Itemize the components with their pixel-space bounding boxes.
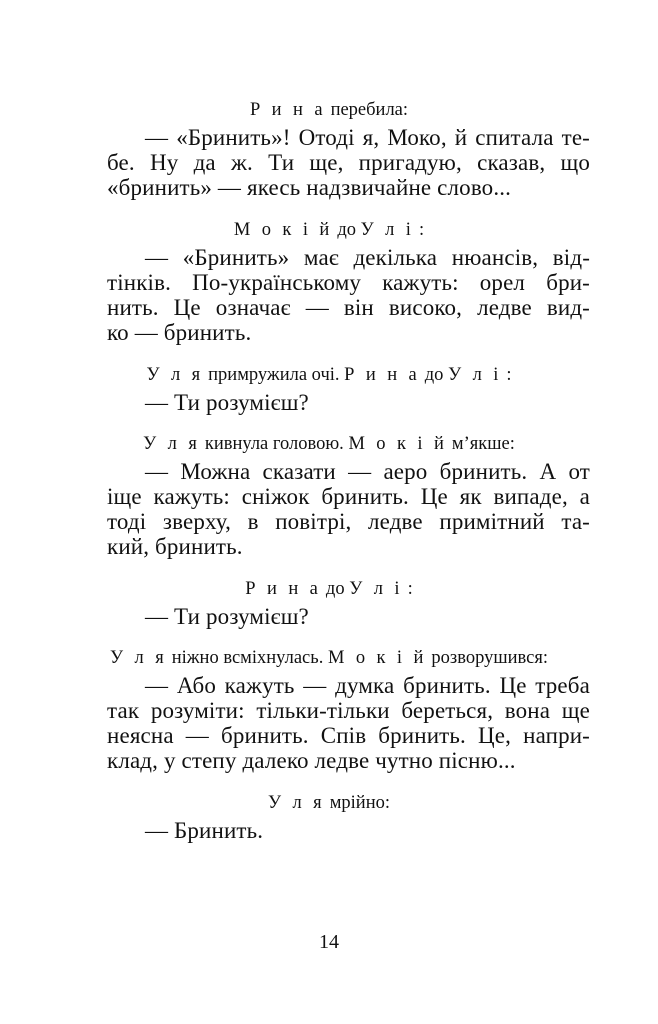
addressee-name: У л і <box>448 365 502 385</box>
stage-direction <box>0 791 658 815</box>
text-line: неясна — бринить. Спів бринить. Це, напри- <box>107 723 590 748</box>
stage-text: до <box>321 579 350 599</box>
stage-text: м’якше: <box>447 434 515 454</box>
text-line: тоді зверху, в повітрі, ледве примітний та- <box>107 509 590 534</box>
stage-text: до <box>332 220 361 240</box>
stage-direction <box>0 577 658 601</box>
stage-text: мрійно: <box>325 793 390 813</box>
stage-text: до <box>420 365 449 385</box>
speaker-name: У л я <box>267 793 326 813</box>
speaker-name: У л я <box>110 648 168 668</box>
text-line: — Бринить. <box>145 818 264 843</box>
stage-direction <box>0 218 658 242</box>
page-number: 14 <box>319 931 339 953</box>
text-line: «бринить» — якесь надзвичайне слово... <box>107 175 512 200</box>
stage-direction <box>0 98 658 122</box>
stage-text: ніжно всміхнулась. <box>167 648 328 668</box>
text-line: — «Бринить» має декілька нюансів, від- <box>145 245 590 270</box>
stage-text: : <box>414 220 425 240</box>
text-line: — Або кажуть — думка бринить. Це треба <box>145 673 590 698</box>
speaker-name: У л я <box>143 434 201 454</box>
speaker-name: М о к і й <box>233 220 333 240</box>
addressee-name: У л і <box>360 220 415 240</box>
speaker-name: Р и н а <box>249 100 326 120</box>
text-line: ко — бринить. <box>107 320 252 345</box>
speaker-name: М о к і й <box>327 648 427 668</box>
stage-text: примружила очі. <box>203 365 345 385</box>
text-line: бе. Ну да ж. Ти ще, пригадую, сказав, що <box>107 150 590 175</box>
speaker-name: У л я <box>146 365 204 385</box>
text-line: — Можна сказати — аеро бринить. А от <box>145 459 590 484</box>
text-line: — «Бринить»! Отоді я, Моко, й спитала те- <box>145 125 590 150</box>
text-line: кий, бринить. <box>107 534 243 559</box>
stage-text: : <box>402 579 413 599</box>
text-line: так розуміти: тільки-тільки береться, вона ще <box>107 698 590 723</box>
speaker-name: М о к і й <box>348 434 448 454</box>
speaker-name: Р и н а <box>245 579 322 599</box>
text-line: тінків. По-українському кажуть: орел бри- <box>107 270 590 295</box>
stage-direction <box>0 363 658 387</box>
text-line: — Ти розумієш? <box>145 604 309 629</box>
stage-direction <box>0 432 658 456</box>
addressee-name: У л і <box>349 579 403 599</box>
stage-direction <box>0 646 658 670</box>
text-line: — Ти розумієш? <box>145 390 309 415</box>
stage-text: перебила: <box>325 100 409 120</box>
stage-text: : <box>501 365 512 385</box>
stage-text: кивнула головою. <box>200 434 349 454</box>
speaker-name: Р и н а <box>344 365 421 385</box>
text-line: нить. Це означає — він високо, ледве вид- <box>107 295 590 320</box>
text-line: іще кажуть: сніжок бринить. Це як випаде, а <box>107 484 590 509</box>
stage-text: розворушився: <box>426 648 548 668</box>
text-line: клад, у степу далеко ледве чутно пісню... <box>107 748 516 773</box>
